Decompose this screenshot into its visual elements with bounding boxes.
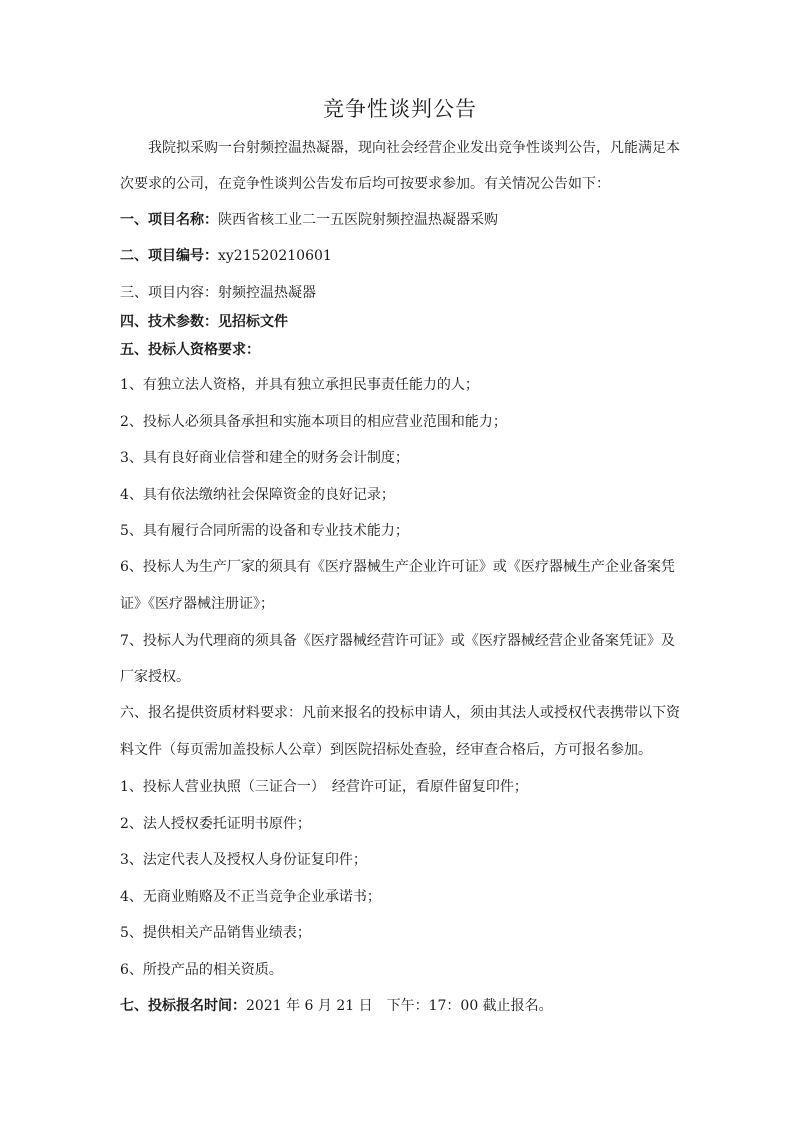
materials-item: 6、所投产品的相关资质。 (120, 962, 283, 978)
qualification-item-6-line-2: 证》《医疗器械注册证》； (120, 596, 274, 612)
qualification-item: 1、有独立法人资格，并具有独立承担民事责任能力的人； (120, 377, 479, 393)
qualification-item: 4、具有依法缴纳社会保障资金的良好记录； (120, 487, 395, 503)
intro-line-1: 我院拟采购一台射频控温热凝器，现向社会经营企业发出竞争性谈判公告，凡能满足本 (148, 140, 680, 156)
project-name-value: 陕西省核工业二一五医院射频控温热凝器采购 (218, 212, 498, 228)
deadline-label: 七、投标报名时间： (120, 998, 246, 1014)
intro-line-2: 次要求的公司，在竞争性谈判公告发布后均可按要求参加。有关情况公告如下： (120, 176, 610, 192)
qualification-item: 5、具有履行合同所需的设备和专业技术能力； (120, 523, 409, 539)
qualification-item-7-line-2: 厂家授权。 (120, 669, 190, 685)
project-name-label: 一、项目名称： (120, 212, 218, 228)
project-number-value: xy21520210601 (218, 248, 332, 264)
qualification-item-6-line-1: 6、投标人为生产厂家的须具有《医疗器械生产企业许可证》或《医疗器械生产企业备案凭 (120, 559, 675, 575)
deadline-row (120, 996, 690, 1016)
project-content-label: 三、项目内容： (120, 285, 218, 301)
project-number-label: 二、项目编号： (120, 248, 218, 264)
qualification-item: 3、具有良好商业信誉和建全的财务会计制度； (120, 450, 409, 466)
project-content-row (120, 283, 690, 303)
qualification-heading: 五、投标人资格要求： (120, 342, 260, 358)
project-number-row (120, 246, 690, 266)
deadline-value: 2021 年 6 月 21 日 下午：17：00 截止报名。 (246, 998, 553, 1014)
qualification-item-7-line-1: 7、投标人为代理商的须具备《医疗器械经营许可证》或《医疗器械经营企业备案凭证》及 (120, 633, 675, 649)
materials-item: 3、法定代表人及授权人身份证复印件； (120, 852, 367, 868)
qualification-item: 2、投标人必须具备承担和实施本项目的相应营业范围和能力； (120, 414, 507, 430)
materials-intro-line-1: 六、报名提供资质材料要求：凡前来报名的投标申请人，须由其法人或授权代表携带以下资 (120, 705, 680, 721)
project-content-value: 射频控温热凝器 (218, 285, 316, 301)
materials-item: 1、投标人营业执照（三证合一） 经营许可证，看原件留复印件； (120, 779, 528, 795)
materials-item: 2、法人授权委托证明书原件； (120, 816, 311, 832)
materials-item: 5、提供相关产品销售业绩表； (120, 925, 311, 941)
materials-intro-line-2: 料文件（每页需加盖投标人公章）到医院招标处查验，经审查合格后，方可报名参加。 (120, 742, 652, 758)
document-title: 竞争性谈判公告 (323, 97, 477, 121)
project-name-row (120, 210, 690, 230)
materials-item: 4、无商业贿赂及不正当竞争企业承诺书； (120, 889, 381, 905)
technical-params-row: 四、技术参数：见招标文件 (120, 314, 288, 330)
